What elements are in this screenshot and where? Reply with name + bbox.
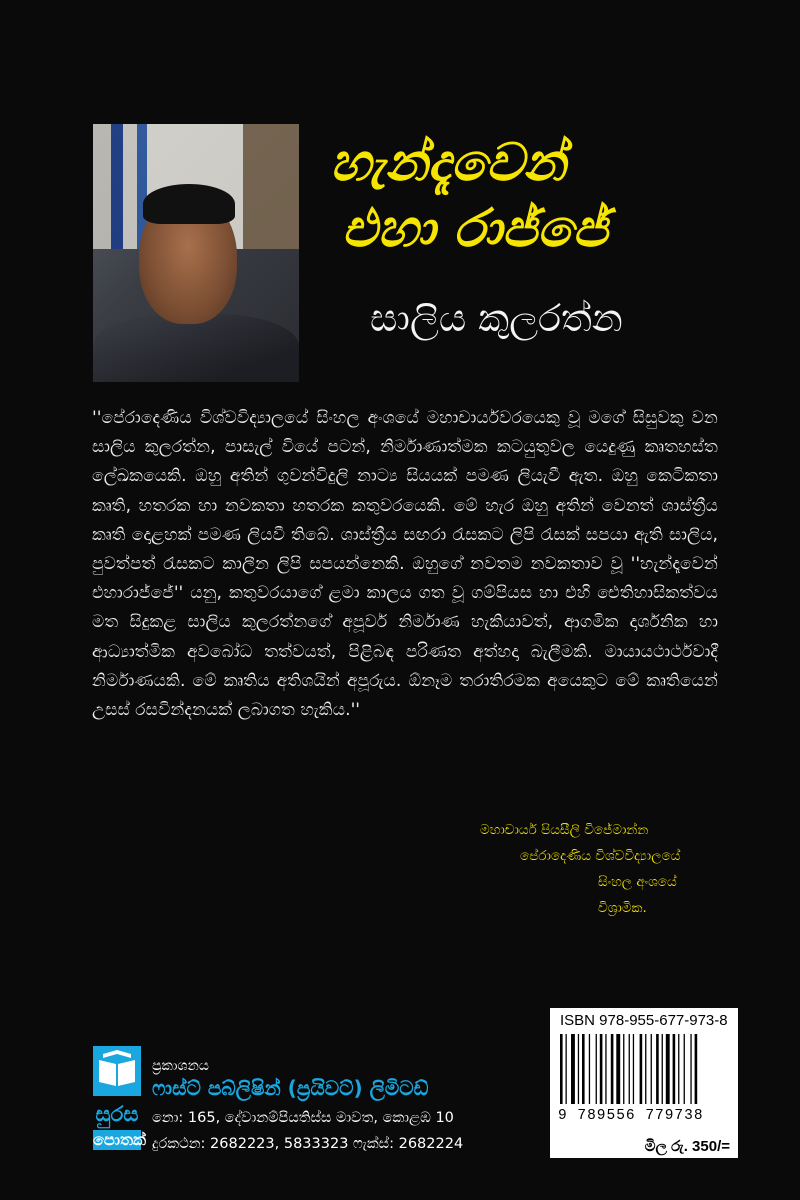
open-book-icon: [93, 1046, 141, 1096]
reviewer-affiliation: පේරාදෙණිය විශ්වවිද්‍යාලයේ: [520, 848, 681, 864]
reviewer-department: සිංහල අංශයේ: [598, 874, 677, 890]
logo-text-top: සුරස: [95, 1102, 139, 1126]
logo-text-bottom: පොතක්: [93, 1130, 146, 1149]
book-title-line1: හැන්දෑවෙන්: [330, 132, 566, 193]
reviewer-title: විශ්‍රාමික.: [598, 900, 647, 916]
author-hair: [143, 184, 235, 224]
book-title: [330, 130, 710, 262]
publisher-phone: දුරකථන: 2682223, 5833323 ෆැක්ස්: 2682224: [152, 1136, 464, 1152]
book-title-line2: එහා රාජ්ජේ: [342, 198, 608, 259]
author-shirt: [93, 314, 299, 382]
author-photo: [93, 124, 299, 382]
publisher-logo: [93, 1046, 146, 1156]
barcode-box: [550, 1008, 738, 1158]
isbn-label: ISBN 978-955-677-973-8: [560, 1012, 728, 1029]
publisher-name: ෆාස්ට් පබ්ලිෂින් (ප්‍රයිවට්) ලිමිටඩ්: [152, 1076, 429, 1100]
price-label: මිල රු. 350/=: [644, 1138, 730, 1155]
blurb-text: ''පේරාදෙණිය විශ්වවිද්‍යාලයේ සිංහල අංශයේ මහාචාර්යවරයෙකු වූ මගේ සිසුවකු වන සාලිය කුලරත්න, පාසැල් වියේ පටන්, නිර්මාණාත්මක කටයුතුවල යෙදුණු කෘතහස්ත ලේඛකයෙකි. ඔහු අතින් ගුවන්විදුලි නාට්‍ය සියයක් පමණ ලියැවී ඇත. ඔහු කෙටිකතා කෘති, හතරක හා නවකතා හතරක කතුවරයෙකි. මේ හැර ඔහු අතින් වෙනත් ශාස්ත්‍රීය කෘති දොළහක් පමණ ලියවී තිබේ. ශාස්ත්‍රීය සඟරා රැසකට ලිපි රැසක් සපයා ඇති සාලිය, පුවත්පත් රැසකට කාලීන ලිපි සපයන්නෙකි. ඔහුගේ නවතම නවකතාව වූ ''හැන්දෑවෙන් එහාරාජ්ජේ'' යනු, කතුවරයාගේ ළමා කාලය ගත වූ ගම්පියස හා එහි ඓතිහාසිකත්වය මත සිදුකළ සාලිය කුලරත්නගේ අපූර්ව නිර්මාණ හැකියාවත්, ආගමික දාර්ශනික හා ආධ්‍යාත්මික අවබෝධ තත්වයත්, පිළිබඳ පරිණත අත්හදා බැලීමකි. මායායථාර්ථවාදී නිර්මාණයකි. මේ කෘතිය අතිශයින් අපූරුය. ඕනෑම තරාතිරමක අයෙකුට මේ කෘතියෙන් උසස් රසවින්දනයක් ලබාගත හැකිය.'': [92, 408, 718, 721]
barcode-digits: 9 789556 779738: [558, 1108, 704, 1124]
author-name: සාලිය කුලරත්න: [370, 296, 623, 340]
publisher-kind: ප්‍රකාශනය: [152, 1058, 209, 1074]
reviewer-name: මහාචාර්ය පියසීලි විජේමාන්න: [480, 822, 649, 838]
barcode-bars: [558, 1034, 730, 1104]
publisher-address: නො: 165, දේවානම්පියතිස්ස මාවත, කොළඹ 10: [152, 1110, 454, 1126]
